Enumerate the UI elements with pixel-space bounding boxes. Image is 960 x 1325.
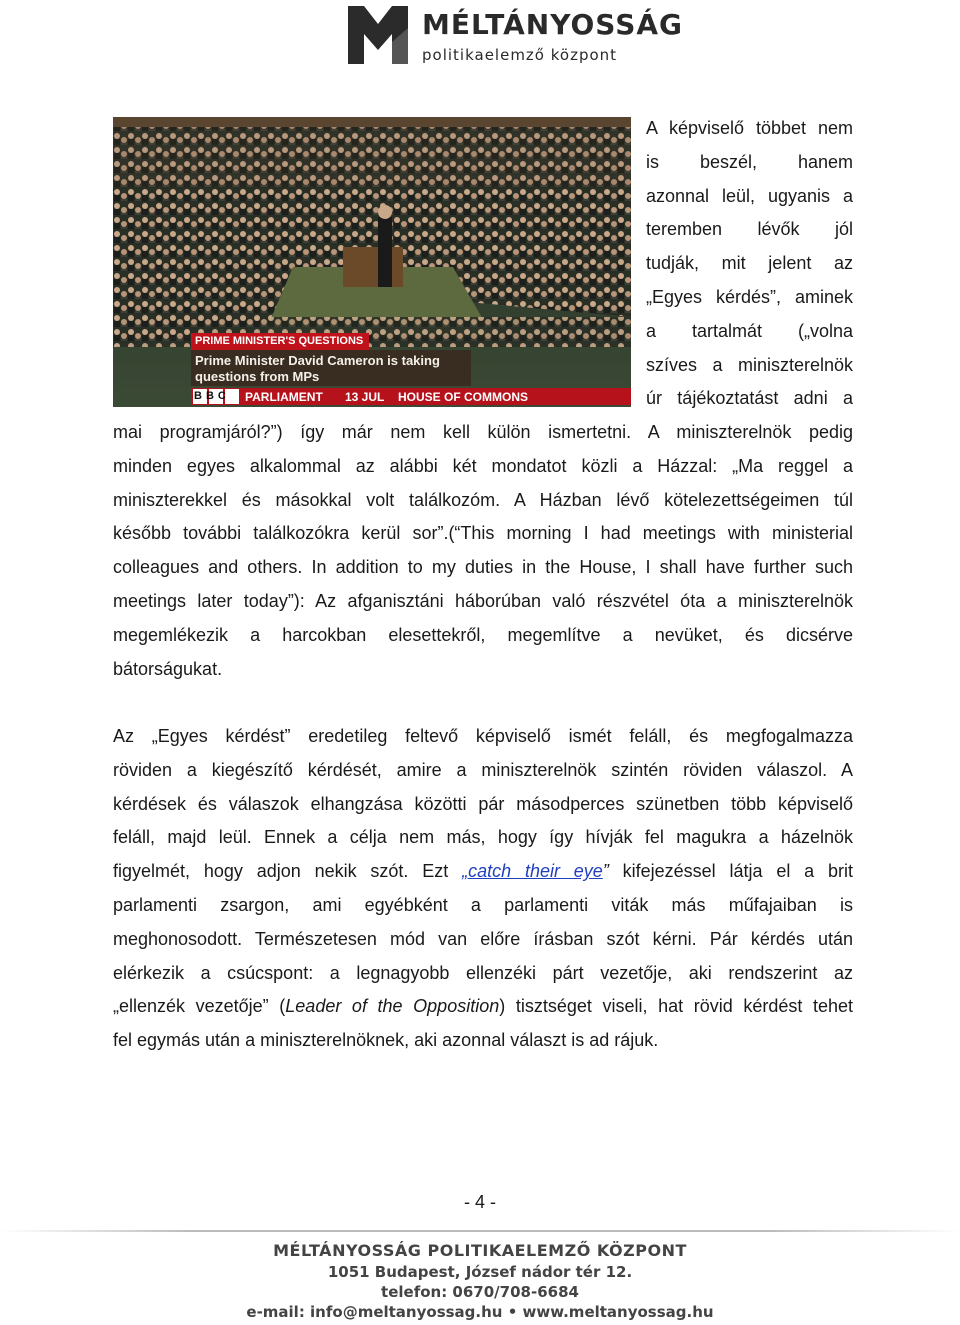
paragraph-1-full — [113, 416, 853, 686]
text-line: A képviselő többet nem — [646, 118, 853, 138]
text-line: a tartalmát („volna — [646, 320, 853, 341]
text-line: Az „Egyes kérdést” eredetileg feltevő képviselő ismét feláll, és megfogalmazza — [113, 726, 853, 746]
text-line: miniszterekkel és másokkal volt találkozóm. A Házban lévő kötelezettségeimen túl — [113, 489, 853, 510]
text-line: tudják, mit jelent az — [646, 253, 853, 274]
caption-line1: Prime Minister David Cameron is taking — [195, 353, 440, 368]
paragraph-1-side — [646, 112, 853, 416]
caption-date: 13 JUL — [345, 390, 385, 404]
logo-subtitle: politikaelemző központ — [422, 46, 618, 64]
text-line: meghonosodott. Természetesen mód van előre írásban szót kérni. Pár kérdés után — [113, 928, 853, 949]
text-line: mai programjáról?”) így már nem kell külön ismertetni. A miniszterelnök pedig — [113, 422, 853, 442]
text-line-with-italic — [113, 990, 853, 1024]
text-line: minden egyes alkalommal az alábbi két mondatot közli a Házzal: „Ma reggel a — [113, 455, 853, 476]
footer-divider — [0, 1230, 960, 1232]
footer-phone: telefon: 0670/708-6684 — [381, 1283, 579, 1301]
text-line-with-link — [113, 855, 853, 889]
text-line: kérdések és válaszok elhangzása közötti pár másodperces szünetben több képviselő — [113, 793, 853, 814]
text-line: „Egyes kérdés”, aminek — [646, 286, 853, 307]
text-line: fel egymás után a miniszterelnöknek, aki azonnal választ is ad rájuk. — [113, 1030, 659, 1051]
text-line: úr tájékoztatást adni a — [646, 388, 853, 409]
caption-location: HOUSE OF COMMONS — [398, 390, 529, 404]
text-line: meetings later today”): Az afganisztáni háborúban való részvétel óta a miniszterelnök — [113, 590, 853, 611]
text-line: szíves a miniszterelnök — [646, 354, 853, 375]
page-number: - 4 - — [463, 1192, 496, 1212]
quote-close: ” — [602, 861, 609, 882]
text-line: colleagues and others. In addition to my duties in the House, I shall have further such — [113, 557, 853, 578]
header-logo — [348, 6, 684, 66]
text-span: kifejezéssel látja el a brit — [608, 861, 854, 882]
caption-program: PRIME MINISTER'S QUESTIONS — [195, 335, 364, 347]
text-line: teremben lévők jól — [646, 219, 853, 240]
footer-contact: e-mail: info@meltanyossag.hu • www.meltanyossag.hu — [246, 1303, 714, 1321]
logo-title: MÉLTÁNYOSSÁG — [422, 8, 684, 41]
parliament-photo — [113, 117, 631, 407]
logo-mark-icon — [348, 6, 408, 64]
caption-line2: questions from MPs — [195, 369, 320, 384]
text-line: parlamenti zsargon, ami egyébként a parlamenti viták más műfajaiban is — [113, 894, 853, 915]
text-line: bátorságukat. — [113, 658, 223, 679]
text-line: megemlékezik a harcokban elesettekről, megemlítve a nevüket, és dicsérve — [113, 624, 853, 645]
text-line: röviden a kiegészítő kérdését, amire a miniszterelnök szintén röviden válaszol. A — [113, 759, 853, 780]
quote-open: „ — [462, 861, 469, 882]
footer-address: 1051 Budapest, József nádor tér 12. — [327, 1263, 633, 1281]
paragraph-2 — [113, 720, 853, 1058]
text-line: feláll, majd leül. Ennek a célja nem más, hogy így hívják fel magukra a házelnök — [113, 827, 853, 848]
text-span: ) tisztséget viseli, hat rövid kérdést tehet — [499, 996, 853, 1017]
text-span: „ellenzék vezetője” ( — [113, 996, 286, 1017]
text-line: később további találkozókra kerül sor”.(“This morning I had meetings with ministerial — [113, 523, 853, 544]
text-line: azonnal leül, ugyanis a — [646, 185, 853, 206]
text-span: figyelmét, hogy adjon nekik szót. Ezt — [113, 861, 463, 882]
caption-bbc: BBC — [194, 390, 230, 402]
text-line: elérkezik a csúcspont: a legnagyobb ellenzéki párt vezetője, aki rendszerint az — [113, 962, 853, 983]
caption-channel: PARLIAMENT — [245, 390, 323, 404]
catch-their-eye-link[interactable]: catch their eye — [468, 861, 603, 882]
text-line: is beszél, hanem — [646, 151, 853, 172]
leader-of-opposition: Leader of the Opposition — [285, 996, 500, 1017]
footer-org: MÉLTÁNYOSSÁG POLITIKAELEMZŐ KÖZPONT — [273, 1241, 687, 1260]
